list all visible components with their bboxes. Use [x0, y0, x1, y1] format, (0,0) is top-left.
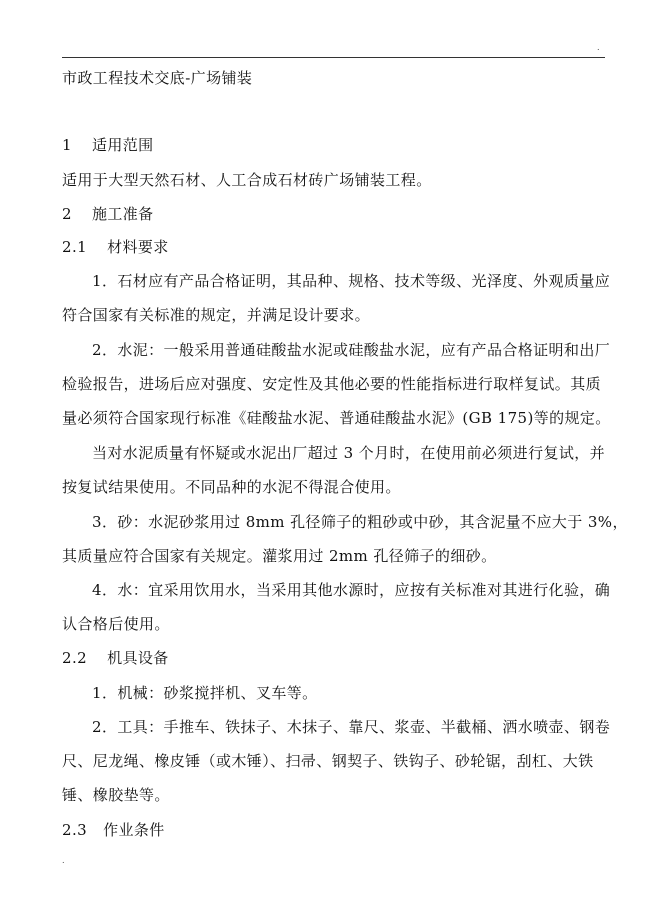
section-title: 材料要求 — [107, 238, 169, 256]
section-number: 2.3 — [62, 821, 88, 839]
section-number: 2 — [62, 205, 72, 223]
paragraph-line: 3．砂：水泥砂浆用过 8mm 孔径筛子的粗砂或中砂，其含泥量不应大于 3%， — [92, 513, 628, 531]
subsection-heading-2-3 — [62, 820, 610, 840]
section-number: 2.1 — [62, 238, 88, 256]
paragraph-line: 按复试结果使用。不同品种的水泥不得混合使用。 — [62, 478, 401, 496]
section-heading-2 — [62, 204, 610, 224]
paragraph-line: 适用于大型天然石材、人工合成石材砖广场铺装工程。 — [62, 171, 432, 189]
paragraph-line: 锤、橡胶垫等。 — [62, 786, 170, 804]
header-mark: . — [597, 43, 600, 52]
document-title: 市政工程技术交底-广场铺装 — [62, 69, 253, 87]
paragraph-line: 1．石材应有产品合格证明，其品种、规格、技术等级、光泽度、外观质量应 — [92, 272, 611, 290]
paragraph-line: 认合格后使用。 — [62, 615, 170, 633]
subsection-heading-2-2 — [62, 648, 610, 668]
paragraph-line: 4．水：宜采用饮用水，当采用其他水源时，应按有关标准对其进行化验，确 — [92, 581, 611, 599]
section-number: 1 — [62, 136, 72, 154]
footer-mark: . — [62, 856, 65, 865]
section-title: 适用范围 — [91, 136, 154, 154]
paragraph-line: 当对水泥质量有怀疑或水泥出厂超过 3 个月时，在使用前必须进行复试，并 — [92, 444, 606, 462]
section-number: 2.2 — [62, 649, 88, 667]
paragraph-line: 量必须符合国家现行标准《硅酸盐水泥、普通硅酸盐水泥》(GB 175)等的规定。 — [62, 409, 611, 427]
section-title: 作业条件 — [103, 821, 165, 839]
paragraph-line: 2．水泥：一般采用普通硅酸盐水泥或硅酸盐水泥，应有产品合格证明和出厂 — [92, 341, 611, 359]
paragraph-line: 尺、尼龙绳、橡皮锤（或木锤）、扫帚、钢契子、铁钩子、砂轮锯，刮杠、大铁 — [62, 752, 594, 770]
paragraph-line: 符合国家有关标准的规定，并满足设计要求。 — [62, 306, 371, 324]
section-title: 机具设备 — [107, 649, 169, 667]
paragraph-line: 2．工具：手推车、铁抹子、木抹子、靠尺、浆壶、半截桶、洒水喷壶、钢卷 — [92, 718, 611, 736]
paragraph-line: 其质量应符合国家有关规定。灌浆用过 2mm 孔径筛子的细砂。 — [62, 547, 497, 565]
paragraph-line: 1．机械：砂浆搅拌机、叉车等。 — [92, 684, 318, 702]
subsection-heading-2-1 — [62, 237, 610, 257]
paragraph-line: 检验报告，进场后应对强度、安定性及其他必要的性能指标进行取样复试。其质 — [62, 375, 602, 393]
section-heading-1 — [62, 135, 610, 155]
header-rule — [62, 57, 605, 58]
section-title: 施工准备 — [91, 205, 154, 223]
